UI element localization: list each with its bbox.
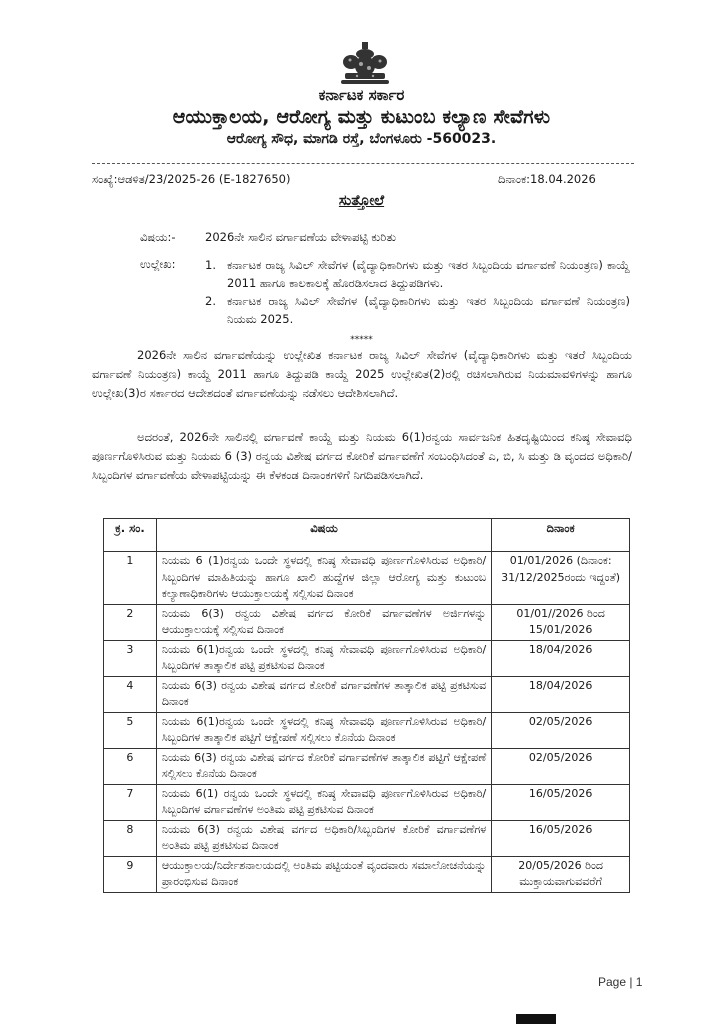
cell-subject: ನಿಯಮ 6(1)ರನ್ವಯ ಒಂದೇ ಸ್ಥಳದಲ್ಲಿ ಕನಿಷ್ಠ ಸೇವಾವಧಿ ಪೂರ್ಣಗೊಳಿಸಿರುವ ಅಧಿಕಾರಿ/ಸಿಬ್ಬಂದಿಗಳ ತಾತ್ಕಾಲಿಕ ಪಟ್ಟಿಗೆ ಆಕ್ಷೇಪಣೆ ಸಲ್ಲಿಸಲು ಕೊನೆಯ ದಿನಾಂಕ <box>156 712 491 748</box>
cell-subject: ನಿಯಮ 6(3) ರನ್ವಯ ವಿಶೇಷ ವರ್ಗದ ಕೋರಿಕೆ ವರ್ಗಾವಣೆಗಳ ಅರ್ಜಿಗಳನ್ನು ಆಯುಕ್ತಾಲಯಕ್ಕೆ ಸಲ್ಲಿಸುವ ದಿನಾಂಕ <box>156 604 491 640</box>
cell-subject: ನಿಯಮ 6(3) ರನ್ವಯ ವಿಶೇಷ ವರ್ಗದ ಕೋರಿಕೆ ವರ್ಗಾವಣೆಗಳ ತಾತ್ಕಾಲಿಕ ಪಟ್ಟಿಗೆ ಆಕ್ಷೇಪಣೆ ಸಲ್ಲಿಸಲು ಕೊನೆಯ ದಿನಾಂಕ <box>156 748 491 784</box>
cell-subject: ನಿಯಮ 6 (1)ರನ್ವಯ ಒಂದೇ ಸ್ಥಳದಲ್ಲಿ ಕನಿಷ್ಠ ಸೇವಾವಧಿ ಪೂರ್ಣಗೊಳಿಸಿರುವ ಅಧಿಕಾರಿ/ಸಿಬ್ಬಂದಿಗಳ ಮಾಹಿತಿಯನ್ನು ಹಾಗೂ ಖಾಲಿ ಹುದ್ದೆಗಳ ಜಿಲ್ಲಾ ಆರೋಗ್ಯ ಮತ್ತು ಕುಟುಂಬ ಕಲ್ಯಾಣಾಧಿಕಾರಿಗಳು ಆಯುಕ್ತಾಲಯಕ್ಕೆ ಸಲ್ಲಿಸುವ ದಿನಾಂಕ <box>156 552 491 605</box>
reference-item <box>205 293 630 328</box>
reference-number: ಸಂಖ್ಯೆ:ಆಡಳಿತ/23/2025-26 (E-1827650) <box>92 172 291 186</box>
department-address: ಆರೋಗ್ಯ ಸೌಧ, ಮಾಗಡಿ ರಸ್ತೆ, ಬೆಂಗಳೂರು -560023. <box>226 131 497 147</box>
karnataka-emblem-icon <box>337 40 393 86</box>
cell-date: 16/05/2026 <box>492 820 630 856</box>
section-separator: ***** <box>350 335 373 345</box>
reference-item-text: ಕರ್ನಾಟಕ ರಾಜ್ಯ ಸಿವಿಲ್ ಸೇವೆಗಳ (ವೈದ್ಯಾಧಿಕಾರಿಗಳು ಮತ್ತು ಇತರ ಸಿಬ್ಬಂದಿಯ ವರ್ಗಾವಣೆ ನಿಯಂತ್ರಣ) ನಿಯಮ 2025. <box>227 294 630 326</box>
table-header-row <box>104 519 630 552</box>
reference-item <box>205 257 630 292</box>
cell-subject: ನಿಯಮ 6(1)ರನ್ವಯ ಒಂದೇ ಸ್ಥಳದಲ್ಲಿ ಕನಿಷ್ಠ ಸೇವಾವಧಿ ಪೂರ್ಣಗೊಳಿಸಿರುವ ಅಧಿಕಾರಿ/ಸಿಬ್ಬಂದಿಗಳ ತಾತ್ಕಾಲಿಕ ಪಟ್ಟಿ ಪ್ರಕಟಿಸುವ ದಿನಾಂಕ <box>156 640 491 676</box>
cell-subject: ಆಯುಕ್ತಾಲಯ/ನಿರ್ದೇಶನಾಲಯದಲ್ಲಿ ಅಂತಿಮ ಪಟ್ಟಿಯಂತೆ ವೃಂದವಾರು ಸಮಾಲೋಚನೆಯನ್ನು ಪ್ರಾರಂಭಿಸುವ ದಿನಾಂಕ <box>156 856 491 892</box>
scan-artifact <box>516 1014 556 1024</box>
cell-serial: 9 <box>104 856 157 892</box>
subject-text: 2026ನೇ ಸಾಲಿನ ವರ್ಗಾವಣೆಯ ವೇಳಾಪಟ್ಟಿ ಕುರಿತು <box>205 230 397 244</box>
government-name: ಕರ್ನಾಟಕ ಸರ್ಕಾರ <box>318 86 405 104</box>
table-row <box>104 748 630 784</box>
cell-date: 20/05/2026 ರಿಂದ ಮುಕ್ತಾಯವಾಗುವವರೆಗೆ <box>492 856 630 892</box>
cell-date: 18/04/2026 <box>492 640 630 676</box>
table-row <box>104 784 630 820</box>
table-row <box>104 712 630 748</box>
page-number: Page | 1 <box>598 975 643 989</box>
reference-item-text: ಕರ್ನಾಟಕ ರಾಜ್ಯ ಸಿವಿಲ್ ಸೇವೆಗಳ (ವೈದ್ಯಾಧಿಕಾರಿಗಳು ಮತ್ತು ಇತರ ಸಿಬ್ಬಂದಿಯ ವರ್ಗಾವಣೆ ನಿಯಂತ್ರಣ) ಕಾಯ್ದೆ 2011 ಹಾಗೂ ಕಾಲಕಾಲಕ್ಕೆ ಹೊರಡಿಸಲಾದ ತಿದ್ದುಪಡಿಗಳು. <box>227 258 630 290</box>
cell-serial: 6 <box>104 748 157 784</box>
table-row <box>104 856 630 892</box>
cell-date: 02/05/2026 <box>492 712 630 748</box>
cell-date: 01/01//2026 ರಿಂದ 15/01/2026 <box>492 604 630 640</box>
cell-serial: 1 <box>104 552 157 605</box>
cell-serial: 4 <box>104 676 157 712</box>
body-paragraph-1: 2026ನೇ ಸಾಲಿನ ವರ್ಗಾವಣೆಯನ್ನು ಉಲ್ಲೇಖಿತ ಕರ್ನಾಟಕ ರಾಜ್ಯ ಸಿವಿಲ್ ಸೇವೆಗಳ (ವೈದ್ಯಾಧಿಕಾರಿಗಳು ಮತ್ತು ಇತರೆ ಸಿಬ್ಬಂದಿಯ ವರ್ಗಾವಣೆ ನಿಯಂತ್ರಣ) ಕಾಯ್ದೆ 2011 ಹಾಗೂ ತಿದ್ದುಪಡಿ ಕಾಯ್ದೆ 2025 ಉಲ್ಲೇಖಿತ(2)ರಲ್ಲಿ ರಚಿಸಲಾಗಿರುವ ನಿಯಮಾವಳಿಗಳನ್ನು ಹಾಗೂ ಉಲ್ಲೇಖ(3)ರ ಸರ್ಕಾರದ ಆದೇಶದಂತೆ ವರ್ಗಾವಣೆಯನ್ನು ನಡೆಸಲು ಆದೇಶಿಸಲಾಗಿದೆ. <box>92 348 632 400</box>
body-paragraph-2: ಅದರಂತೆ, 2026ನೇ ಸಾಲಿನಲ್ಲಿ ವರ್ಗಾವಣೆ ಕಾಯ್ದೆ ಮತ್ತು ನಿಯಮ 6(1)ರನ್ವಯ ಸಾರ್ವಜನಿಕ ಹಿತದೃಷ್ಟಿಯಿಂದ ಕನಿಷ್ಠ ಸೇವಾವಧಿ ಪೂರ್ಣಗೊಳಿಸಿರುವ ಮತ್ತು ನಿಯಮ 6 (3) ರನ್ವಯ ವಿಶೇಷ ವರ್ಗದ ಕೋರಿಕೆ ವರ್ಗಾವಣೆಗೆ ಸಂಬಂಧಿಸಿದಂತೆ ಎ, ಬಿ, ಸಿ ಮತ್ತು ಡಿ ವೃಂದದ ಅಧಿಕಾರಿ/ಸಿಬ್ಬಂದಿಗಳ ವರ್ಗಾವಣೆಯ ವೇಳಾಪಟ್ಟಿಯನ್ನು ಈ ಕೆಳಕಂಡ ದಿನಾಂಕಗಳಿಗೆ ನಿಗದಿಪಡಿಸಲಾಗಿದೆ. <box>92 430 632 482</box>
references-label: ಉಲ್ಲೇಖ: <box>140 257 176 271</box>
cell-serial: 7 <box>104 784 157 820</box>
cell-date: 18/04/2026 <box>492 676 630 712</box>
reference-item-number: 2. <box>205 294 216 308</box>
table-row <box>104 676 630 712</box>
reference-item-number: 1. <box>205 258 216 272</box>
column-header-date: ದಿನಾಂಕ <box>492 519 630 552</box>
cell-date: 02/05/2026 <box>492 748 630 784</box>
subject-label: ವಿಷಯ:- <box>140 230 176 244</box>
table-row <box>104 640 630 676</box>
cell-date: 01/01/2026 (ದಿನಾಂಕ: 31/12/2025ರಂದು ಇದ್ದಂತೆ) <box>492 552 630 605</box>
table-row <box>104 820 630 856</box>
document-title: ಸುತ್ತೋಲೆ <box>338 193 385 209</box>
department-name: ಆಯುಕ್ತಾಲಯ, ಆರೋಗ್ಯ ಮತ್ತು ಕುಟುಂಬ ಕಲ್ಯಾಣ ಸೇವೆಗಳು <box>172 106 551 128</box>
cell-subject: ನಿಯಮ 6(3) ರನ್ವಯ ವಿಶೇಷ ವರ್ಗದ ಅಧಿಕಾರಿ/ಸಿಬ್ಬಂದಿಗಳ ಕೋರಿಕೆ ವರ್ಗಾವಣೆಗಳ ಅಂತಿಮ ಪಟ್ಟಿ ಪ್ರಕಟಿಸುವ ದಿನಾಂಕ <box>156 820 491 856</box>
cell-serial: 2 <box>104 604 157 640</box>
header-divider <box>92 163 634 164</box>
table-row <box>104 552 630 605</box>
column-header-subject: ವಿಷಯ <box>156 519 491 552</box>
references-list <box>205 257 630 329</box>
transfer-schedule-table <box>103 518 630 893</box>
cell-subject: ನಿಯಮ 6(3) ರನ್ವಯ ವಿಶೇಷ ವರ್ಗದ ಕೋರಿಕೆ ವರ್ಗಾವಣೆಗಳ ತಾತ್ಕಾಲಿಕ ಪಟ್ಟಿ ಪ್ರಕಟಿಸುವ ದಿನಾಂಕ <box>156 676 491 712</box>
cell-serial: 8 <box>104 820 157 856</box>
cell-subject: ನಿಯಮ 6(1) ರನ್ವಯ ಒಂದೇ ಸ್ಥಳದಲ್ಲಿ ಕನಿಷ್ಠ ಸೇವಾವಧಿ ಪೂರ್ಣಗೊಳಿಸಿರುವ ಅಧಿಕಾರಿ/ಸಿಬ್ಬಂದಿಗಳ ವರ್ಗಾವಣೆಗಳ ಅಂತಿಮ ಪಟ್ಟಿ ಪ್ರಕಟಿಸುವ ದಿನಾಂಕ <box>156 784 491 820</box>
cell-date: 16/05/2026 <box>492 784 630 820</box>
table-row <box>104 604 630 640</box>
column-header-serial: ಕ್ರ. ಸಂ. <box>104 519 157 552</box>
cell-serial: 3 <box>104 640 157 676</box>
reference-date: ದಿನಾಂಕ:18.04.2026 <box>498 172 596 186</box>
cell-serial: 5 <box>104 712 157 748</box>
